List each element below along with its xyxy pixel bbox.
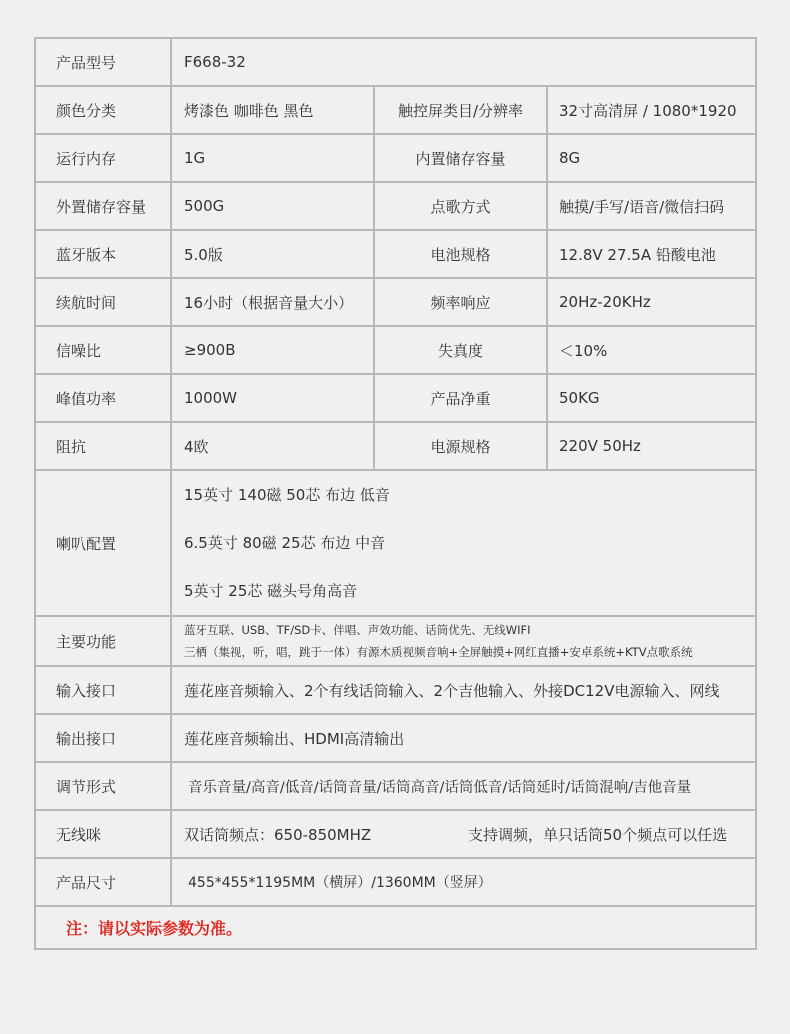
table-row: [36, 617, 755, 667]
table-row: [36, 87, 755, 135]
row-value: 455*455*1195MM（横屏）/1360MM（竖屏）: [188, 875, 492, 891]
row-value-2: ＜10%: [559, 341, 608, 360]
row-label: 主要功能: [36, 617, 172, 665]
row-value: 5.0版: [172, 231, 375, 277]
row-label-2: 点歌方式: [375, 183, 548, 229]
table-row: [36, 667, 755, 715]
row-value: F668-32: [184, 53, 246, 71]
table-row: [36, 715, 755, 763]
row-label: 信噪比: [36, 327, 172, 373]
row-label: 外置储存容量: [36, 183, 172, 229]
row-value: 莲花座音频输出、HDMI高清输出: [184, 729, 405, 748]
row-value-2: 20Hz-20KHz: [559, 293, 651, 311]
row-value-2: 220V 50Hz: [559, 437, 641, 455]
function-list: [172, 617, 693, 665]
table-row: [36, 375, 755, 423]
disclaimer-note: 注：请以实际参数为准。: [66, 919, 243, 938]
row-label: 产品尺寸: [36, 859, 172, 905]
speaker-config-list: [172, 471, 390, 615]
row-value: 1000W: [172, 375, 375, 421]
row-label-2: 频率响应: [375, 279, 548, 325]
row-label: 蓝牙版本: [36, 231, 172, 277]
row-value-2: 触摸/手写/语音/微信扫码: [559, 197, 725, 216]
row-label: 输入接口: [36, 667, 172, 713]
table-row: [36, 327, 755, 375]
row-value: 烤漆色 咖啡色 黑色: [172, 87, 375, 133]
row-value: 音乐音量/高音/低音/话筒音量/话筒高音/话筒低音/话筒延时/话筒混响/吉他音量: [188, 779, 692, 796]
row-label-2: 失真度: [375, 327, 548, 373]
row-value-2: 12.8V 27.5A 铅酸电池: [559, 245, 716, 264]
row-label: 输出接口: [36, 715, 172, 761]
table-row: [36, 859, 755, 907]
table-row: [36, 471, 755, 617]
row-value: 500G: [172, 183, 375, 229]
row-label: 阻抗: [36, 423, 172, 469]
list-item: 15英寸 140磁 50芯 布边 低音: [184, 486, 390, 504]
row-value: 4欧: [172, 423, 375, 469]
row-label: 无线咪: [36, 811, 172, 857]
row-value-2: 50KG: [559, 389, 600, 407]
note-row: [36, 907, 755, 948]
row-value-2: 32寸高清屏 / 1080*1920: [559, 101, 737, 120]
table-row: [36, 231, 755, 279]
table-row: [36, 135, 755, 183]
list-item: 三栖（集视，听，唱，跳于一体）有源木质视频音响+全屏触摸+网红直播+安卓系统+KTV点歌系统: [184, 645, 693, 659]
row-label: 续航时间: [36, 279, 172, 325]
row-label: 颜色分类: [36, 87, 172, 133]
row-label-2: 产品净重: [375, 375, 548, 421]
row-value-2: 8G: [559, 149, 581, 167]
row-label: 喇叭配置: [36, 471, 172, 615]
table-row: [36, 811, 755, 859]
row-label-2: 电池规格: [375, 231, 548, 277]
list-item: 6.5英寸 80磁 25芯 布边 中音: [184, 534, 386, 552]
spec-table: [34, 37, 757, 950]
list-item: 蓝牙互联、USB、TF/SD卡、伴唱、声效功能、话筒优先、无线WIFI: [184, 623, 531, 637]
row-value: 莲花座音频输入、2个有线话筒输入、2个吉他输入、外接DC12V电源输入、网线: [184, 681, 720, 700]
row-label-2: 电源规格: [375, 423, 548, 469]
row-label: 调节形式: [36, 763, 172, 809]
list-item: 5英寸 25芯 磁头号角高音: [184, 582, 358, 600]
row-value: 1G: [172, 135, 375, 181]
row-label-2: 内置储存容量: [375, 135, 548, 181]
row-label: 峰值功率: [36, 375, 172, 421]
row-value: 16小时（根据音量大小）: [172, 279, 375, 325]
table-row: [36, 39, 755, 87]
table-row: [36, 183, 755, 231]
row-label-2: 触控屏类目/分辨率: [375, 87, 548, 133]
table-row: [36, 763, 755, 811]
row-value: ≥900B: [172, 327, 375, 373]
table-row: [36, 423, 755, 471]
row-value-2: 支持调频，单只话筒50个频点可以任选: [468, 825, 728, 844]
row-label: 产品型号: [36, 39, 172, 85]
row-value: 双话筒频点：650-850MHZ: [184, 825, 372, 844]
row-label: 运行内存: [36, 135, 172, 181]
table-row: [36, 279, 755, 327]
